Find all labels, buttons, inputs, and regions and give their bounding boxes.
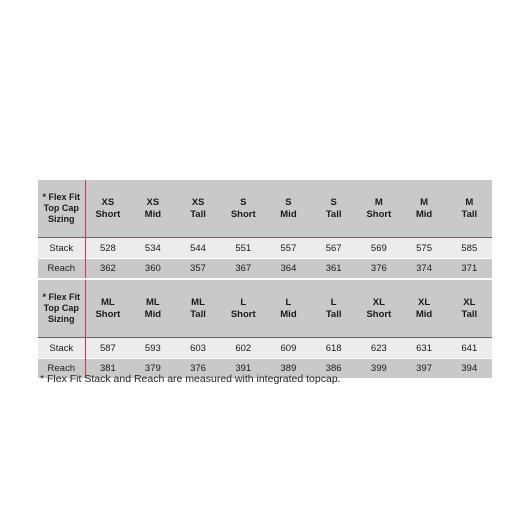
reach-value: 374 [401, 259, 446, 280]
sizing-chart [38, 180, 492, 378]
size-header-row [38, 180, 492, 238]
size-header-cell [401, 180, 446, 238]
reach-value: 362 [85, 259, 130, 280]
size-name: ML [191, 296, 205, 308]
size-header-cell [221, 180, 266, 238]
reach-value: 389 [266, 359, 311, 379]
footnote: * Flex Fit Stack and Reach are measured with integrated topcap. [40, 373, 341, 385]
size-name: L [330, 296, 337, 308]
stack-label: Stack [38, 338, 85, 359]
size-name: S [240, 196, 247, 208]
size-fit: Short [95, 308, 121, 320]
size-header-cell [266, 279, 311, 338]
size-name: XL [463, 296, 476, 308]
size-name: ML [145, 296, 160, 308]
reach-label: Reach [38, 359, 85, 379]
stack-value: 557 [266, 238, 311, 259]
size-name: XL [372, 296, 385, 308]
size-fit: Mid [415, 208, 433, 220]
stack-value: 603 [175, 338, 220, 359]
stack-value: 575 [401, 238, 446, 259]
header-label-line: Sizing [48, 214, 75, 224]
size-header-cell [221, 279, 266, 338]
stack-value: 593 [130, 338, 175, 359]
size-name: XL [417, 296, 431, 308]
size-header-cell [130, 180, 175, 238]
size-fit: Mid [280, 308, 297, 320]
stack-label: Stack [38, 238, 85, 259]
stack-value: 631 [401, 338, 446, 359]
size-fit: Tall [461, 208, 478, 220]
flex-fit-header-label [38, 279, 85, 338]
size-header-cell [266, 180, 311, 238]
size-fit: Tall [325, 208, 342, 220]
size-fit: Mid [280, 208, 297, 220]
size-fit: Mid [144, 308, 162, 320]
size-fit: Mid [144, 208, 162, 220]
size-name: L [240, 296, 247, 308]
header-label-line: Top Cap [43, 203, 79, 213]
size-fit: Tall [325, 308, 342, 320]
size-fit: Tall [190, 208, 206, 220]
stack-row [38, 338, 492, 359]
stack-row [38, 238, 492, 259]
size-header-cell [311, 180, 356, 238]
size-header-cell [175, 279, 220, 338]
size-fit: Short [230, 208, 256, 220]
size-header-cell [130, 279, 175, 338]
flex-fit-header-label [38, 180, 85, 238]
reach-value: 391 [221, 359, 266, 379]
size-header-cell [447, 279, 492, 338]
size-fit: Short [230, 308, 256, 320]
size-fit: Tall [461, 308, 478, 320]
reach-value: 379 [130, 359, 175, 379]
reach-value: 394 [447, 359, 492, 379]
size-header-cell [356, 279, 401, 338]
size-header-cell [85, 180, 130, 238]
size-header-cell [311, 279, 356, 338]
stack-value: 623 [356, 338, 401, 359]
stack-value: 641 [447, 338, 492, 359]
size-header-cell [447, 180, 492, 238]
reach-row [38, 259, 492, 280]
size-fit: Short [366, 208, 392, 220]
size-name: XS [191, 196, 205, 208]
header-label-line: * Flex Fit [42, 192, 81, 202]
stack-value: 609 [266, 338, 311, 359]
size-name: ML [101, 296, 115, 308]
size-name: M [420, 196, 429, 208]
stack-value: 585 [447, 238, 492, 259]
stack-value: 618 [311, 338, 356, 359]
size-fit: Short [95, 208, 121, 220]
reach-value: 364 [266, 259, 311, 280]
header-label-line: Sizing [48, 314, 75, 324]
sizing-table [38, 180, 492, 378]
size-fit: Mid [415, 308, 433, 320]
reach-value: 399 [356, 359, 401, 379]
stack-value: 534 [130, 238, 175, 259]
size-header-cell [175, 180, 220, 238]
size-header-cell [401, 279, 446, 338]
stack-value: 544 [175, 238, 220, 259]
reach-value: 367 [221, 259, 266, 280]
reach-value: 381 [85, 359, 130, 379]
size-name: S [285, 196, 292, 208]
size-header-cell [356, 180, 401, 238]
size-name: L [285, 296, 292, 308]
stack-value: 528 [85, 238, 130, 259]
stack-value: 551 [221, 238, 266, 259]
reach-value: 376 [175, 359, 220, 379]
size-name: XS [101, 196, 115, 208]
reach-value: 397 [401, 359, 446, 379]
reach-value: 361 [311, 259, 356, 280]
stack-value: 569 [356, 238, 401, 259]
size-name: M [465, 196, 474, 208]
stack-value: 602 [221, 338, 266, 359]
reach-label: Reach [38, 259, 85, 280]
reach-value: 371 [447, 259, 492, 280]
reach-value: 360 [130, 259, 175, 280]
size-fit: Tall [190, 308, 206, 320]
reach-value: 386 [311, 359, 356, 379]
size-name: M [374, 196, 383, 208]
reach-value: 357 [175, 259, 220, 280]
stack-value: 567 [311, 238, 356, 259]
header-label-line: Top Cap [43, 303, 79, 313]
stack-value: 587 [85, 338, 130, 359]
size-name: XS [146, 196, 160, 208]
size-fit: Short [366, 308, 392, 320]
size-header-cell [85, 279, 130, 338]
size-header-row [38, 279, 492, 338]
header-label-line: * Flex Fit [42, 292, 81, 302]
size-name: S [330, 196, 337, 208]
reach-value: 376 [356, 259, 401, 280]
